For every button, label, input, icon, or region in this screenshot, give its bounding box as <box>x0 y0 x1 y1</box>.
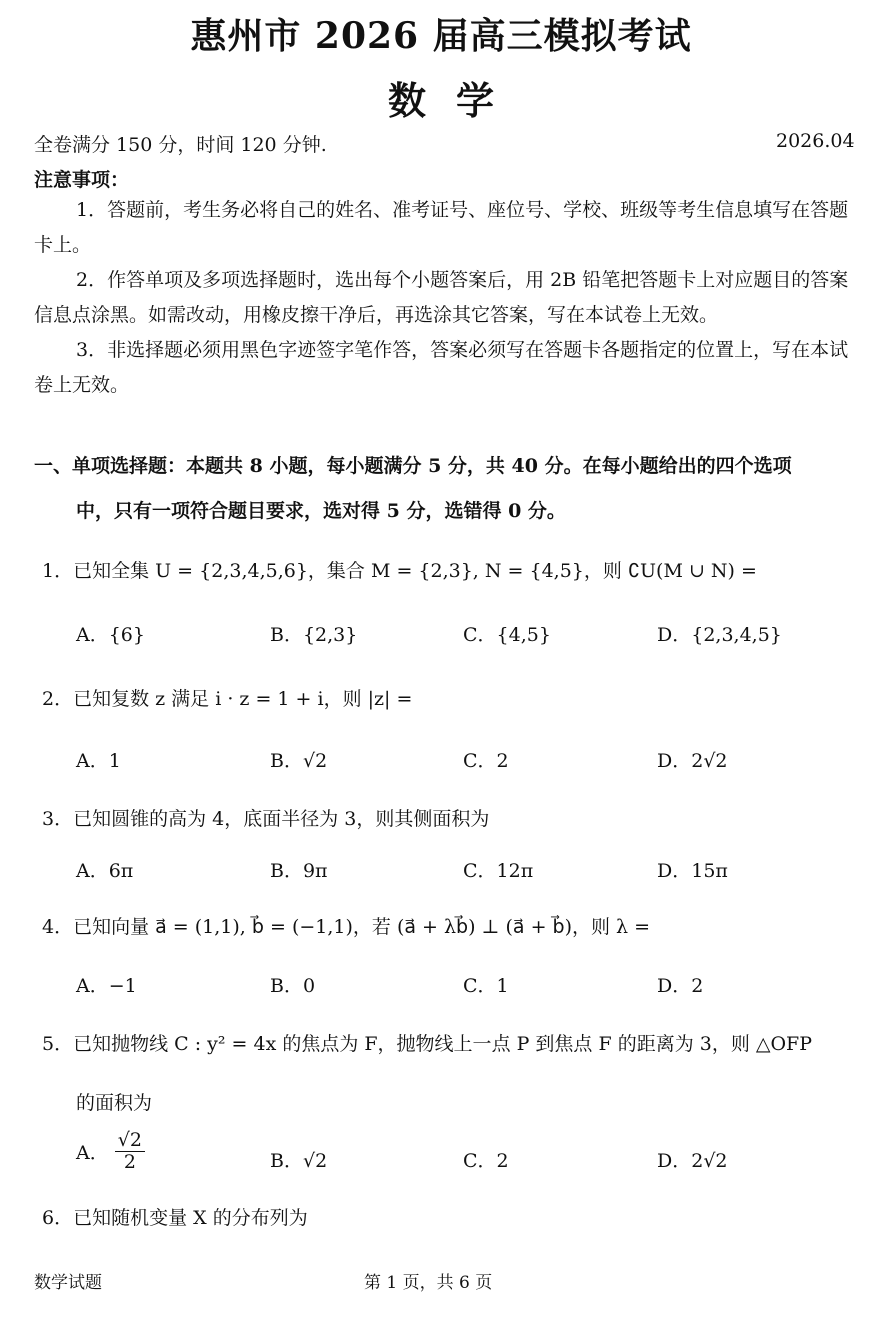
question-6-stem: 6．已知随机变量 X 的分布列为 <box>42 1207 308 1229</box>
question-3-stem: 3．已知圆锥的高为 4，底面半径为 3，则其侧面积为 <box>42 808 490 830</box>
question-4-option-a: A．−1 <box>76 975 137 997</box>
question-1-option-d: D．{2,3,4,5} <box>657 624 782 646</box>
subject-title: 数学 <box>387 78 524 123</box>
question-5-stem-line1: 5．已知抛物线 C : y² = 4x 的焦点为 F，抛物线上一点 P 到焦点 F 的距离为 3，则 △OFP <box>42 1033 813 1055</box>
question-1-option-c: C．{4,5} <box>463 624 551 646</box>
exam-date: 2026.04 <box>776 130 855 152</box>
notice-title: 注意事项： <box>34 169 130 191</box>
question-1-option-b: B．{2,3} <box>270 624 358 646</box>
footer-page-number: 第 1 页，共 6 页 <box>364 1273 493 1293</box>
question-3-option-d: D．15π <box>657 860 728 882</box>
question-3-option-a: A．6π <box>76 860 134 882</box>
question-1-option-a: A．{6} <box>76 624 145 646</box>
exam-title: 惠州市 2026 届高三模拟考试 <box>190 15 692 57</box>
question-4-option-d: D．2 <box>657 975 704 997</box>
question-4-option-b: B．0 <box>270 975 316 997</box>
question-2-stem: 2．已知复数 z 满足 i · z = 1 + i，则 |z| = <box>42 688 413 710</box>
question-1-stem: 1．已知全集 U = {2,3,4,5,6}，集合 M = {2,3}, N = {4,5}，则 ∁U(M ∪ N) = <box>42 560 757 582</box>
fraction-denominator: 2 <box>123 1150 136 1173</box>
notice-item-1: 1．答题前，考生务必将自己的姓名、准考证号、座位号、学校、班级等考生信息填写在答题卡上。 <box>34 199 849 256</box>
question-4-stem: 4．已知向量 a⃗ = (1,1), b⃗ = (−1,1)，若 (a⃗ + λb⃗) ⊥ (a⃗ + b⃗)，则 λ = <box>42 916 651 938</box>
question-5-option-a-fraction <box>115 1130 145 1173</box>
exam-info: 全卷满分 150 分，时间 120 分钟. <box>34 134 327 156</box>
question-2-option-a: A．1 <box>76 750 121 772</box>
section-heading-line1: 一、单项选择题：本题共 8 小题，每小题满分 5 分，共 40 分。在每小题给出的四个选项 <box>34 455 792 477</box>
question-5-option-c: C．2 <box>463 1150 509 1172</box>
section-heading-line2: 中，只有一项符合题目要求，选对得 5 分，选错得 0 分。 <box>76 500 566 522</box>
question-4-option-c: C．1 <box>463 975 509 997</box>
question-5-stem-line2: 的面积为 <box>76 1092 153 1114</box>
question-3-option-b: B．9π <box>270 860 328 882</box>
question-5-option-a <box>76 1130 145 1173</box>
question-5-option-a-label: A． <box>76 1141 109 1164</box>
question-2-option-c: C．2 <box>463 750 509 772</box>
question-2-option-b: B．√2 <box>270 750 328 772</box>
question-5-option-b: B．√2 <box>270 1150 328 1172</box>
question-5-option-d: D．2√2 <box>657 1150 728 1172</box>
question-2-option-d: D．2√2 <box>657 750 728 772</box>
fraction-numerator: √2 <box>115 1130 145 1152</box>
question-3-option-c: C．12π <box>463 860 534 882</box>
notice-item-2: 2．作答单项及多项选择题时，选出每个小题答案后，用 2B 铅笔把答题卡上对应题目的答案信息点涂黑。如需改动，用橡皮擦干净后，再选涂其它答案，写在本试卷上无效。 <box>34 269 849 326</box>
footer-subject: 数学试题 <box>34 1273 102 1293</box>
notice-item-3: 3．非选择题必须用黑色字迹签字笔作答，答案必须写在答题卡各题指定的位置上，写在本试卷上无效。 <box>34 339 849 396</box>
